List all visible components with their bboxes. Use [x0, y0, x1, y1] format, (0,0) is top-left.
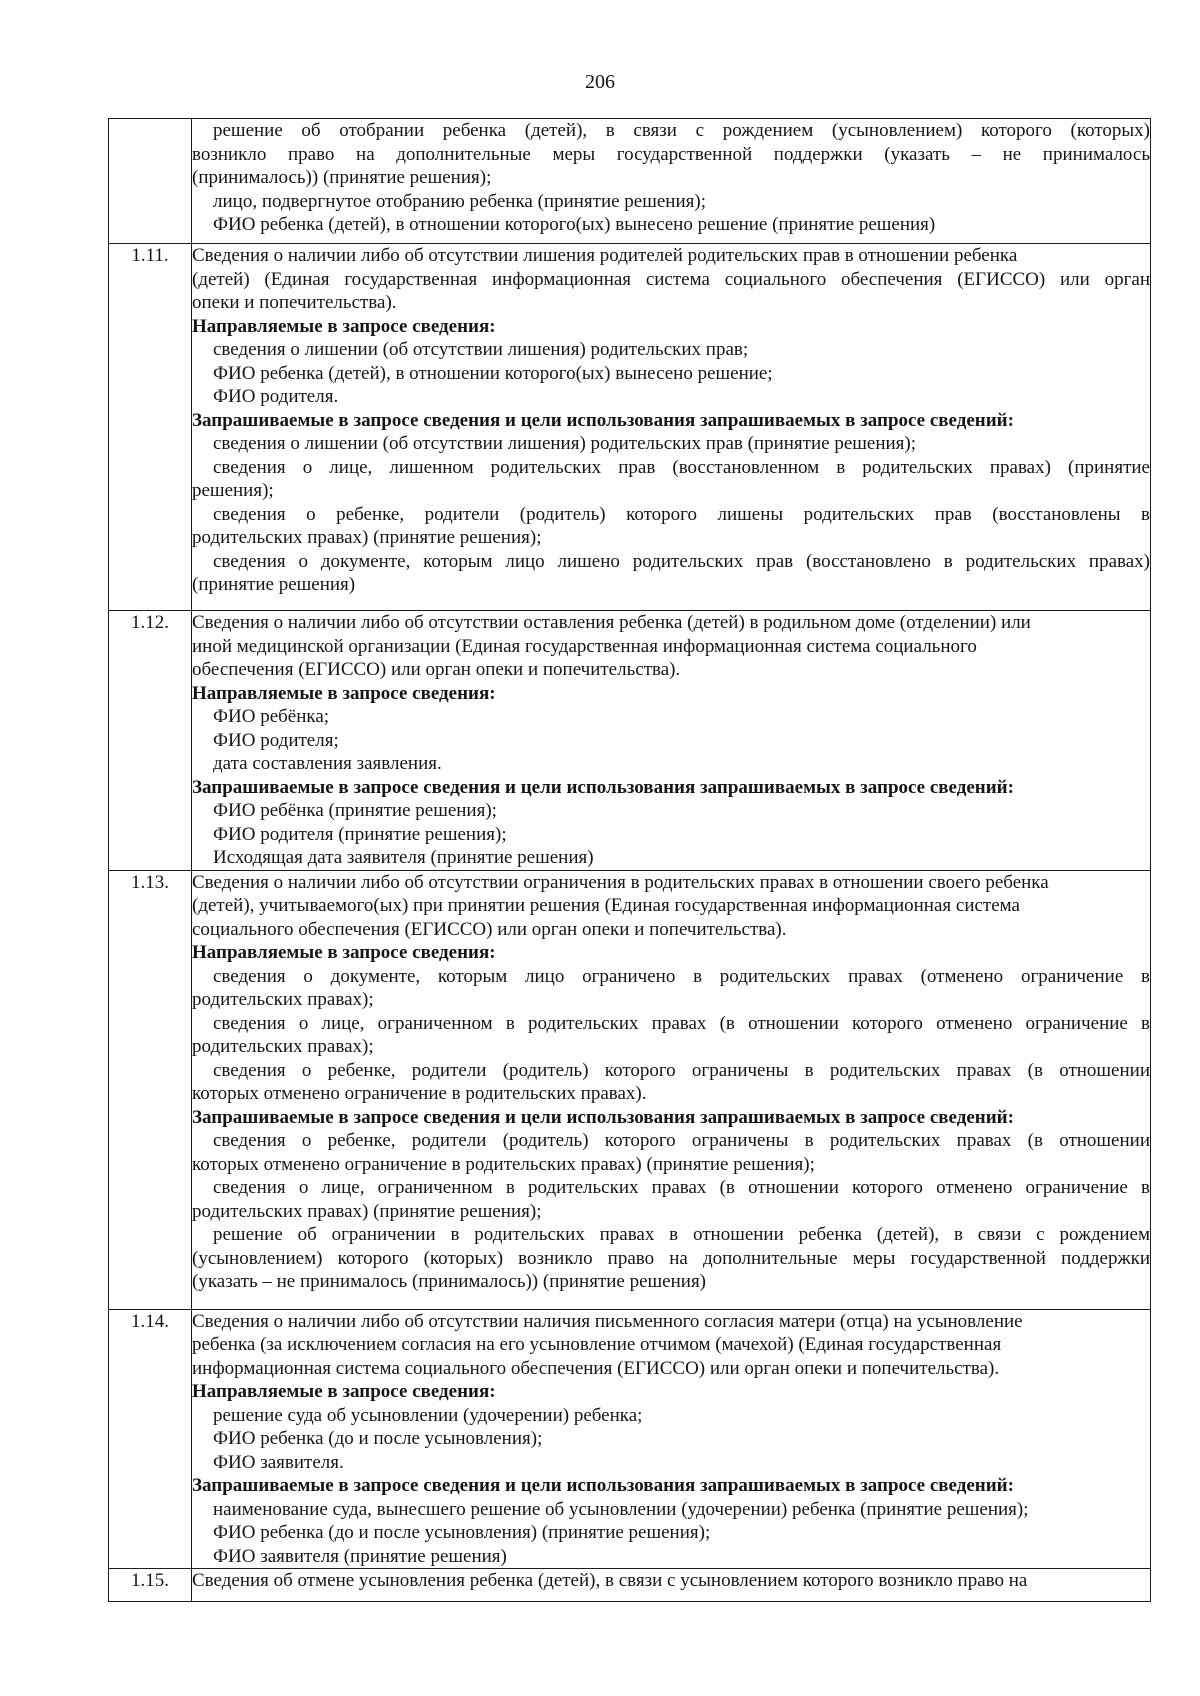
row-content — [192, 244, 1151, 611]
row-content — [192, 1569, 1151, 1602]
list-item-line: ФИО заявителя. — [213, 1451, 344, 1473]
list-item-line: сведения о лишении (об отсутствии лишения) родительских прав; — [213, 339, 749, 360]
row-content — [192, 1309, 1151, 1569]
list-item-continuation: которых отменено ограничение в родительских правах). — [192, 1083, 647, 1104]
description-line: социального обеспечения (ЕГИССО) или орган опеки и попечительства). — [192, 918, 787, 940]
description-line: Сведения о наличии либо об отсутствии ограничения в родительских правах в отношении своего ребенка — [192, 871, 1049, 893]
list-item-line: сведения о лице, ограниченном в родительских правах (в отношении которого отменено ограничение в — [213, 1177, 1150, 1198]
row-content — [192, 870, 1151, 1309]
list-item-line: ФИО ребенка (до и после усыновления) (принятие решения); — [213, 1522, 711, 1543]
sent-data-heading: Направляемые в запросе сведения: — [192, 682, 496, 704]
list-item-line: решение об отобрании ребенка (детей), в связи с рождением (усыновлением) которого (которых) — [213, 120, 1150, 141]
list-item-line: решение суда об усыновлении (удочерении) ребенка; — [213, 1404, 643, 1426]
page-number: 206 — [585, 71, 615, 93]
list-item-continuation: (принятие решения) — [192, 574, 356, 595]
list-item-line: ФИО заявителя (принятие решения) — [213, 1545, 507, 1567]
list-item-line: ФИО родителя. — [213, 386, 339, 407]
list-item-line: сведения о ребенке, родители (родитель) которого лишены родительских прав (восстановлены в — [213, 503, 1150, 525]
table-row-continuation — [109, 119, 1151, 244]
list-item-continuation: родительских правах); — [192, 1036, 374, 1057]
list-item-line: сведения о документе, которым лицо лишено родительских прав (восстановлено в родительских правах) — [213, 550, 1150, 572]
table-row-1-14 — [109, 1309, 1151, 1569]
row-number: 1.14. — [109, 1309, 192, 1569]
list-item-line: Исходящая дата заявителя (принятие решения) — [213, 847, 594, 868]
table-row-1-15 — [109, 1569, 1151, 1602]
list-item-continuation: возникло право на дополнительные меры государственной поддержки (указать – не принималось — [192, 143, 1150, 165]
description-line: опеки и попечительства). — [192, 292, 397, 313]
list-item-continuation: (принималось)) (принятие решения); — [192, 167, 492, 188]
list-item-line: сведения о лишении (об отсутствии лишения) родительских прав (принятие решения); — [213, 433, 916, 454]
requested-data-heading: Запрашиваемые в запросе сведения и цели использования запрашиваемых в запросе сведений: — [192, 776, 1014, 798]
list-item-continuation: родительских правах) (принятие решения); — [192, 527, 542, 548]
description-line: Сведения о наличии либо об отсутствии лишения родителей родительских прав в отношении ребенка — [192, 245, 1018, 266]
description-line: (детей), учитываемого(ых) при принятии решения (Единая государственная информационная система — [192, 895, 1020, 916]
requested-data-heading: Запрашиваемые в запросе сведения и цели использования запрашиваемых в запросе сведений: — [192, 1106, 1014, 1128]
list-item-continuation: решения); — [192, 480, 274, 501]
list-item-line: сведения о ребенке, родители (родитель) которого ограничены в родительских правах (в отношении — [213, 1130, 1150, 1151]
list-item-line: ФИО родителя (принятие решения); — [213, 823, 507, 845]
row-number: 1.12. — [109, 611, 192, 871]
list-item-continuation: (указать – не принималось (принималось)) (принятие решения) — [192, 1271, 707, 1292]
description-line: (детей) (Единая государственная информационная система социального обеспечения (ЕГИССО) или орган — [192, 268, 1150, 290]
row-number: 1.15. — [109, 1569, 192, 1602]
list-item-line: решение об ограничении в родительских правах в отношении ребенка (детей), в связи с рождением — [213, 1224, 1150, 1245]
sent-data-heading: Направляемые в запросе сведения: — [192, 315, 496, 337]
description-line: Сведения об отмене усыновления ребенка (детей), в связи с усыновлением которого возникло право на — [192, 1570, 1028, 1591]
row-number: 1.13. — [109, 870, 192, 1309]
requests-table — [108, 118, 1151, 1602]
requested-data-heading: Запрашиваемые в запросе сведения и цели использования запрашиваемых в запросе сведений: — [192, 409, 1014, 431]
list-item-continuation: которых отменено ограничение в родительских правах) (принятие решения); — [192, 1153, 815, 1175]
row-content — [192, 119, 1151, 244]
description-line: обеспечения (ЕГИССО) или орган опеки и попечительства). — [192, 659, 681, 680]
list-item-line: сведения о лице, ограниченном в родительских правах (в отношении которого отменено ограничение в — [213, 1012, 1150, 1034]
list-item-line: сведения о документе, которым лицо ограничено в родительских правах (отменено ограничение в — [213, 965, 1150, 987]
list-item-line: ФИО ребенка (детей), в отношении которого(ых) вынесено решение; — [213, 362, 773, 384]
list-item-line: ФИО родителя; — [213, 729, 339, 751]
description-line: ребенка (за исключением согласия на его усыновление отчимом (мачехой) (Единая государственная — [192, 1334, 1002, 1355]
list-item-line: ФИО ребенка (детей), в отношении которого(ых) вынесено решение (принятие решения) — [213, 214, 936, 235]
table-row-1-13 — [109, 870, 1151, 1309]
sent-data-heading: Направляемые в запросе сведения: — [192, 942, 496, 963]
table-row-1-11 — [109, 244, 1151, 611]
row-number: 1.11. — [109, 244, 192, 611]
list-item-line: ФИО ребенка (до и после усыновления); — [213, 1428, 543, 1449]
description-line: иной медицинской организации (Единая государственная информационная система социального — [192, 635, 977, 657]
list-item-line: дата составления заявления. — [213, 753, 442, 774]
list-item-continuation: родительских правах) (принятие решения); — [192, 1200, 542, 1222]
row-content — [192, 611, 1151, 871]
table-row-1-12 — [109, 611, 1151, 871]
list-item-line: наименование суда, вынесшего решение об усыновлении (удочерении) ребенка (принятие решения); — [213, 1498, 1029, 1520]
list-item-line: сведения о ребенке, родители (родитель) которого ограничены в родительских правах (в отношении — [213, 1059, 1150, 1081]
list-item-line: ФИО ребёнка; — [213, 706, 330, 727]
sent-data-heading: Направляемые в запросе сведения: — [192, 1381, 496, 1402]
description-line: Сведения о наличии либо об отсутствии оставления ребенка (детей) в родильном доме (отделении) или — [192, 612, 1031, 633]
requested-data-heading: Запрашиваемые в запросе сведения и цели использования запрашиваемых в запросе сведений: — [192, 1475, 1014, 1496]
row-number — [109, 119, 192, 244]
list-item-continuation: (усыновлением) которого (которых) возникло право на дополнительные меры государственной поддержки — [192, 1247, 1150, 1269]
list-item-line: сведения о лице, лишенном родительских прав (восстановленном в родительских правах) (принятие — [213, 456, 1150, 478]
list-item-continuation: родительских правах); — [192, 989, 374, 1010]
list-item-line: ФИО ребёнка (принятие решения); — [213, 800, 497, 821]
description-line: информационная система социального обеспечения (ЕГИССО) или орган опеки и попечительства). — [192, 1357, 1000, 1379]
description-line: Сведения о наличии либо об отсутствии наличия письменного согласия матери (отца) на усыновление — [192, 1310, 1023, 1332]
list-item-line: лицо, подвергнутое отобранию ребенка (принятие решения); — [213, 190, 706, 212]
